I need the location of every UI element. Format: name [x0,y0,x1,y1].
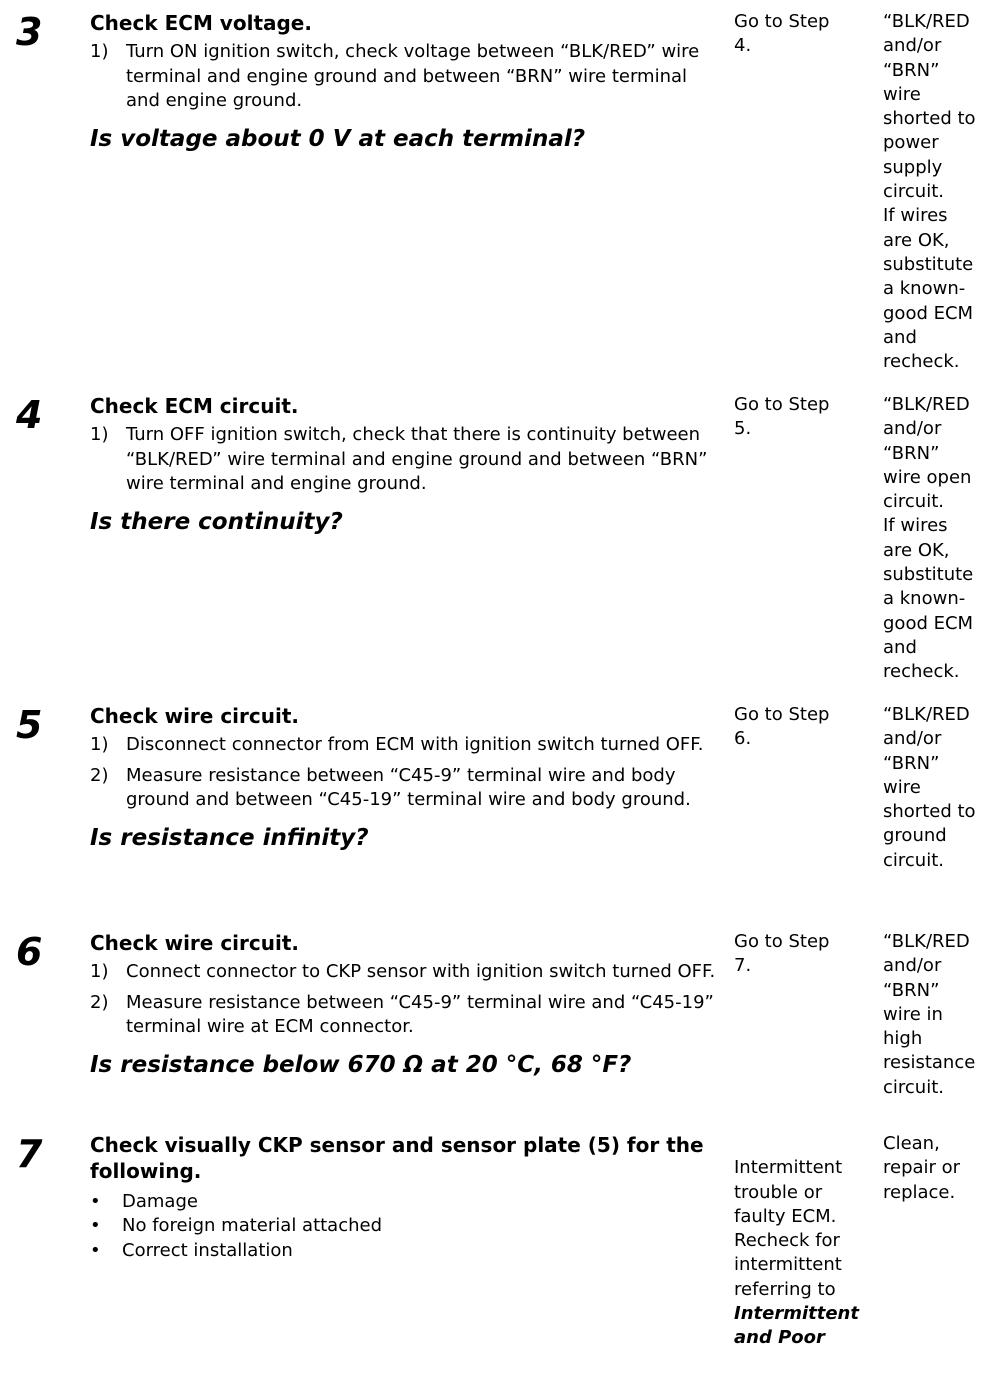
step-title: Check wire circuit. [90,931,300,955]
step-question: Is resistance infinity? [90,824,369,851]
bullet-text: Damage [122,1191,198,1212]
instruction-item [90,764,720,813]
step-number: 5 [16,703,43,747]
instruction-item [90,423,720,497]
yes-action: Go to Step 7. [734,931,830,977]
step-instructions [90,930,720,1080]
step-title: Check ECM circuit. [90,394,299,418]
bullet-item [90,1190,720,1214]
bullet-dot: • [90,1239,101,1261]
yes-action: Go to Step 4. [734,11,830,57]
instruction-index: 1) [90,424,109,445]
instruction-text: Turn ON ignition switch, check voltage between “BLK/RED” wire terminal and engine ground and between “BRN” wire terminal and engine ground. [126,41,700,111]
instruction-index: 1) [90,734,109,755]
instruction-text: Connect connector to CKP sensor with ignition switch turned OFF. [126,961,716,982]
bullet-item [90,1214,720,1238]
bullet-text: Correct installation [122,1239,293,1261]
bullet-text: No foreign material attached [122,1215,383,1237]
step-instructions [90,393,720,537]
instruction-index: 1) [90,41,109,62]
yes-action [734,1132,874,1375]
bullet-dot: • [90,1215,101,1237]
step-title: Check visually CKP sensor and sensor plate (5) for the following. [90,1133,704,1183]
step-number: 4 [16,393,43,437]
no-action: “BLK/RED and/or “BRN” wire shorted to ground circuit. [883,704,976,871]
yes-action: Go to Step 6. [734,704,830,750]
bullet-dot: • [90,1191,101,1212]
no-action: “BLK/RED and/or “BRN” wire shorted to power supply circuit. If wires are OK, substitute a known- good ECM and recheck. [883,11,976,373]
step-number: 7 [16,1132,43,1176]
no-action: “BLK/RED and/or “BRN” wire open circuit. If wires are OK, substitute a known- good ECM and recheck. [883,394,974,683]
no-action: “BLK/RED and/or “BRN” wire in high resistance circuit. [883,931,976,1098]
step-number: 3 [16,10,43,54]
instruction-text: Measure resistance between “C45-9” terminal wire and body ground and between “C45-19” terminal wire and body ground. [126,764,691,810]
step-title: Check wire circuit. [90,704,300,728]
step-instructions [90,10,720,154]
step-instructions [90,703,720,853]
instruction-index: 2) [90,764,109,786]
instruction-item [90,991,720,1040]
step-instructions [90,1132,720,1263]
instruction-text: Disconnect connector from ECM with ignition switch turned OFF. [126,734,704,755]
instruction-text: Measure resistance between “C45-9” terminal wire and “C45-19” terminal wire at ECM connector. [126,991,714,1037]
section-reference-link[interactable]: Intermittent and Poor [734,1303,859,1349]
step-number: 6 [16,930,43,974]
instruction-item [90,40,720,114]
step-question: Is voltage about 0 V at each terminal? [90,125,586,152]
step-question: Is resistance below 670 Ω at 20 °C, 68 °F? [90,1051,632,1078]
yes-action: Go to Step 5. [734,394,830,440]
instruction-text: Turn OFF ignition switch, check that there is continuity between “BLK/RED” wire terminal and engine ground and between “BRN” wire terminal and engine ground. [126,424,708,494]
no-action: Clean, repair or replace. [883,1133,961,1203]
bullet-item [90,1239,720,1263]
instruction-index: 2) [90,991,109,1013]
instruction-item [90,960,720,985]
instruction-index: 1) [90,961,109,982]
instruction-item [90,733,720,758]
step-title: Check ECM voltage. [90,11,312,35]
yes-action-text: Intermittent trouble or faulty ECM. Recheck for intermittent referring to [734,1157,843,1300]
step-question: Is there continuity? [90,508,343,535]
